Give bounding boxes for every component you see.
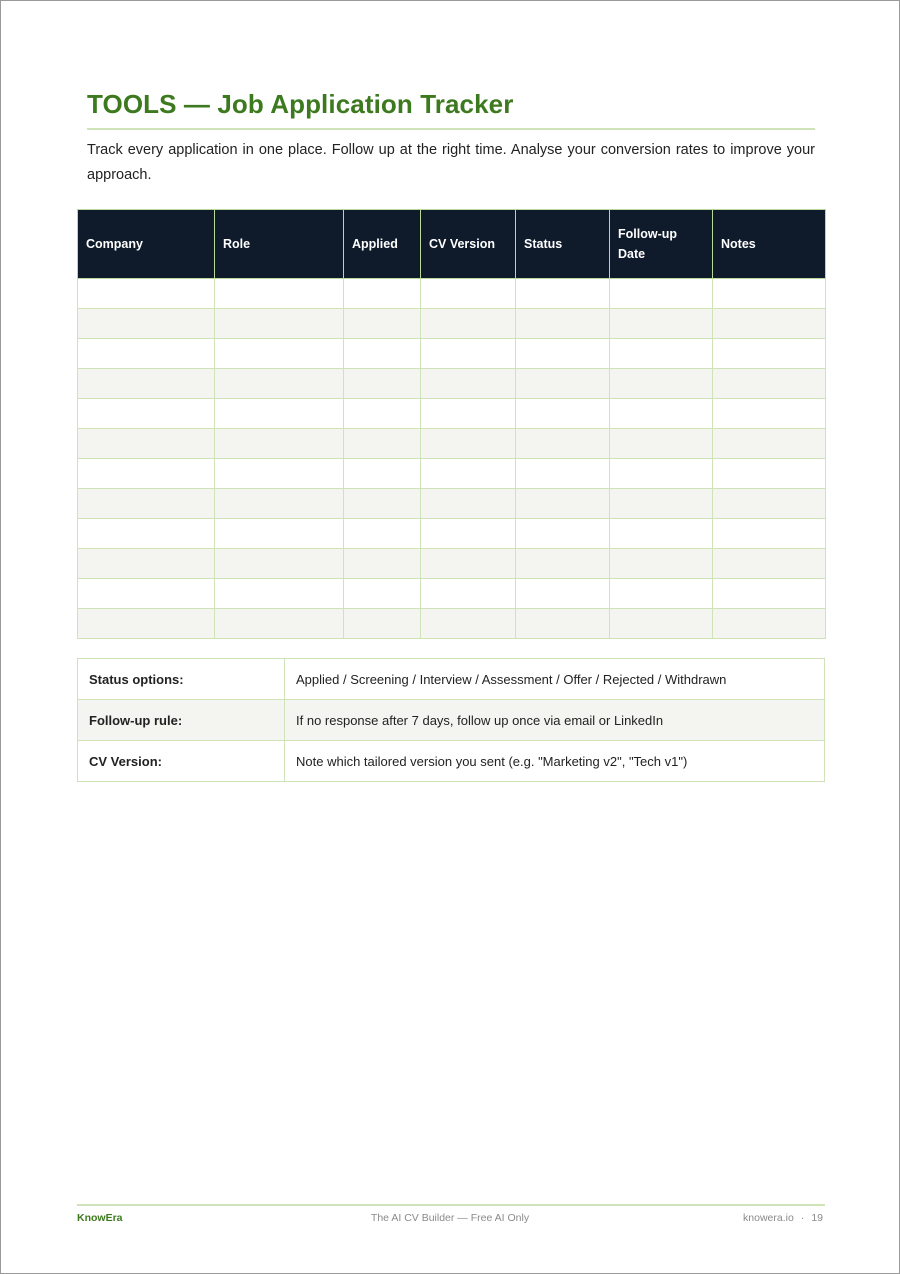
tracker-cell [344, 369, 421, 399]
tracker-cell [344, 399, 421, 429]
column-header-role: Role [215, 210, 344, 279]
tracker-cell [78, 429, 215, 459]
tracker-cell [516, 549, 610, 579]
tracker-cell [344, 279, 421, 309]
job-tracker-table [77, 209, 826, 639]
tracker-row [78, 369, 826, 399]
tracker-cell [344, 339, 421, 369]
tracker-cell [421, 369, 516, 399]
tracker-cell [516, 609, 610, 639]
tracker-cell [78, 519, 215, 549]
tracker-cell [516, 309, 610, 339]
tracker-cell [610, 459, 713, 489]
page-title: TOOLS — Job Application Tracker [87, 89, 514, 119]
info-value: If no response after 7 days, follow up once via email or LinkedIn [285, 700, 825, 741]
tracker-cell [344, 429, 421, 459]
tracker-cell [344, 519, 421, 549]
info-row-follow-up-rule [78, 700, 825, 741]
tracker-cell [421, 339, 516, 369]
tracker-cell [713, 309, 826, 339]
intro-paragraph: Track every application in one place. Follow up at the right time. Analyse your conversion rates to improve your approach. [87, 142, 815, 183]
tracker-cell [421, 489, 516, 519]
tracker-cell [516, 339, 610, 369]
tracker-cell [610, 339, 713, 369]
tracker-cell [421, 609, 516, 639]
tracker-row [78, 489, 826, 519]
tracker-cell [215, 519, 344, 549]
tracker-cell [713, 369, 826, 399]
tracker-cell [610, 399, 713, 429]
tracker-row [78, 519, 826, 549]
column-header-applied: Applied [344, 210, 421, 279]
tracker-cell [215, 609, 344, 639]
tracker-cell [78, 279, 215, 309]
footer-divider [77, 1204, 825, 1206]
footer-separator: · [800, 1212, 805, 1224]
tracker-cell [215, 579, 344, 609]
tracker-cell [421, 279, 516, 309]
tracker-cell [610, 279, 713, 309]
column-header-company: Company [78, 210, 215, 279]
tracker-cell [421, 549, 516, 579]
tracker-cell [713, 489, 826, 519]
tracker-row [78, 309, 826, 339]
tracker-cell [713, 429, 826, 459]
tracker-cell [713, 579, 826, 609]
tracker-cell [713, 549, 826, 579]
info-table [77, 658, 825, 782]
footer-center-text: The AI CV Builder — Free AI Only [370, 1212, 530, 1224]
tracker-cell [610, 579, 713, 609]
tracker-cell [713, 339, 826, 369]
tracker-cell [516, 459, 610, 489]
title-divider [87, 128, 815, 130]
tracker-header-row [78, 210, 826, 279]
tracker-cell [78, 399, 215, 429]
tracker-cell [516, 519, 610, 549]
tracker-cell [421, 399, 516, 429]
tracker-cell [610, 549, 713, 579]
tracker-cell [610, 519, 713, 549]
tracker-cell [713, 519, 826, 549]
tracker-cell [78, 369, 215, 399]
tracker-row [78, 459, 826, 489]
tracker-cell [713, 459, 826, 489]
tracker-cell [610, 429, 713, 459]
info-row-cv-version [78, 741, 825, 782]
tracker-cell [516, 429, 610, 459]
tracker-cell [344, 489, 421, 519]
tracker-cell [516, 399, 610, 429]
tracker-row [78, 609, 826, 639]
column-header-cv-version: CV Version [421, 210, 516, 279]
tracker-row [78, 339, 826, 369]
tracker-cell [78, 549, 215, 579]
tracker-cell [610, 369, 713, 399]
tracker-row [78, 279, 826, 309]
tracker-cell [713, 399, 826, 429]
info-value: Note which tailored version you sent (e.g. "Marketing v2", "Tech v1") [285, 741, 825, 782]
tracker-cell [78, 309, 215, 339]
tracker-cell [78, 489, 215, 519]
tracker-cell [610, 609, 713, 639]
info-value: Applied / Screening / Interview / Assessment / Offer / Rejected / Withdrawn [285, 659, 825, 700]
info-label: Status options: [78, 659, 285, 700]
tracker-row [78, 549, 826, 579]
tracker-cell [78, 459, 215, 489]
tracker-row [78, 429, 826, 459]
tracker-cell [78, 609, 215, 639]
tracker-cell [421, 459, 516, 489]
tracker-cell [215, 489, 344, 519]
tracker-cell [516, 489, 610, 519]
tracker-cell [516, 579, 610, 609]
tracker-cell [215, 549, 344, 579]
column-header-notes: Notes [713, 210, 826, 279]
tracker-cell [421, 309, 516, 339]
footer-site: knowera.io [743, 1212, 794, 1224]
info-label: Follow-up rule: [78, 700, 285, 741]
tracker-cell [344, 309, 421, 339]
tracker-cell [215, 369, 344, 399]
tracker-cell [344, 609, 421, 639]
column-header-follow-up-date: Follow-up Date [610, 210, 713, 279]
tracker-cell [610, 309, 713, 339]
tracker-cell [421, 519, 516, 549]
tracker-cell [215, 399, 344, 429]
column-header-status: Status [516, 210, 610, 279]
tracker-cell [344, 549, 421, 579]
info-label: CV Version: [78, 741, 285, 782]
tracker-row [78, 399, 826, 429]
tracker-cell [78, 579, 215, 609]
tracker-cell [215, 279, 344, 309]
tracker-cell [421, 429, 516, 459]
tracker-cell [610, 489, 713, 519]
tracker-cell [215, 459, 344, 489]
tracker-cell [215, 429, 344, 459]
tracker-row [78, 579, 826, 609]
tracker-cell [215, 309, 344, 339]
tracker-cell [215, 339, 344, 369]
tracker-cell [516, 279, 610, 309]
tracker-cell [78, 339, 215, 369]
footer-page-info [743, 1212, 823, 1224]
info-row-status-options [78, 659, 825, 700]
tracker-cell [421, 579, 516, 609]
tracker-body [78, 279, 826, 639]
page-number: 19 [811, 1212, 823, 1224]
tracker-cell [713, 279, 826, 309]
tracker-cell [516, 369, 610, 399]
tracker-cell [713, 609, 826, 639]
tracker-cell [344, 579, 421, 609]
tracker-cell [344, 459, 421, 489]
footer-brand: KnowEra [77, 1212, 123, 1224]
